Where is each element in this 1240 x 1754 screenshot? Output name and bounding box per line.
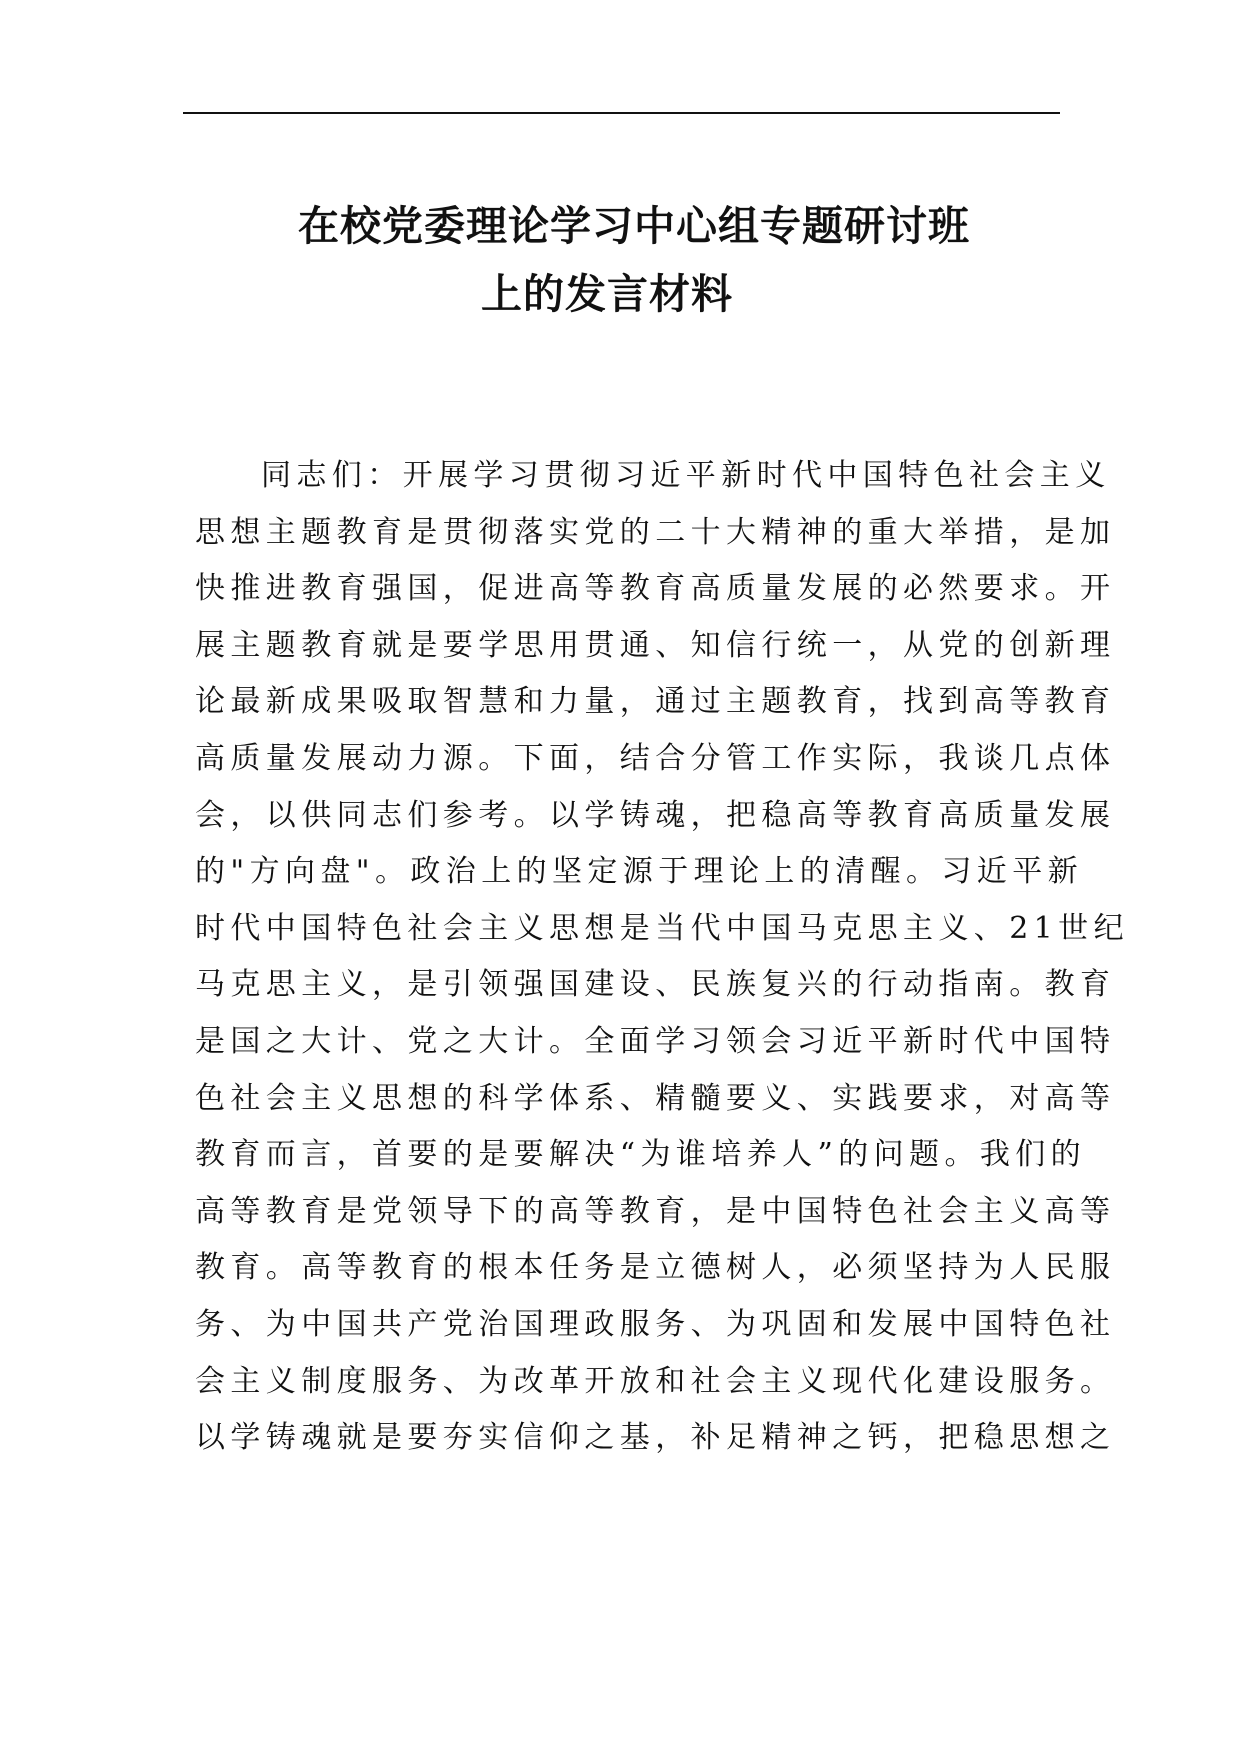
body-line: 展主题教育就是要学思用贯通、知信行统一，从党的创新理: [195, 627, 1116, 663]
header-rule: [183, 112, 1060, 114]
body-line: 高质量发展动力源。下面，结合分管工作实际，我谈几点体: [195, 740, 1116, 776]
body-line: 的"方向盘"。政治上的坚定源于理论上的清醒。习近平新: [195, 854, 1083, 890]
title-line-1: 在校党委理论学习中心组专题研讨班: [298, 202, 970, 250]
body-line: 教育。高等教育的根本任务是立德树人，必须坚持为人民服: [195, 1250, 1116, 1286]
body-line: 高等教育是党领导下的高等教育，是中国特色社会主义高等: [195, 1193, 1116, 1229]
body-line: 务、为中国共产党治国理政服务、为巩固和发展中国特色社: [195, 1306, 1116, 1342]
body-line: 会，以供同志们参考。以学铸魂，把稳高等教育高质量发展: [195, 797, 1116, 833]
document-body: [195, 448, 1129, 1467]
body-line: 同志们：开展学习贯彻习近平新时代中国特色社会主义: [261, 458, 1111, 493]
body-line: 是国之大计、党之大计。全面学习领会习近平新时代中国特: [195, 1023, 1116, 1059]
body-line: 教育而言，首要的是要解决“为谁培养人”的问题。我们的: [195, 1137, 1087, 1173]
body-line: 论最新成果吸取智慧和力量，通过主题教育，找到高等教育: [195, 684, 1116, 720]
body-line: 快推进教育强国，促进高等教育高质量发展的必然要求。开: [195, 571, 1116, 607]
body-line: 时代中国特色社会主义思想是当代中国马克思主义、21世纪: [195, 910, 1129, 946]
body-line: 色社会主义思想的科学体系、精髓要义、实践要求，对高等: [195, 1080, 1116, 1116]
title-line-2: 上的发言材料: [481, 270, 733, 318]
body-line: 思想主题教育是贯彻落实党的二十大精神的重大举措，是加: [195, 514, 1116, 550]
document-title: [183, 196, 1060, 324]
body-line: 以学铸魂就是要夯实信仰之基，补足精神之钙，把稳思想之: [195, 1420, 1116, 1456]
body-line: 马克思主义，是引领强国建设、民族复兴的行动指南。教育: [195, 967, 1116, 1003]
body-line: 会主义制度服务、为改革开放和社会主义现代化建设服务。: [195, 1363, 1116, 1399]
